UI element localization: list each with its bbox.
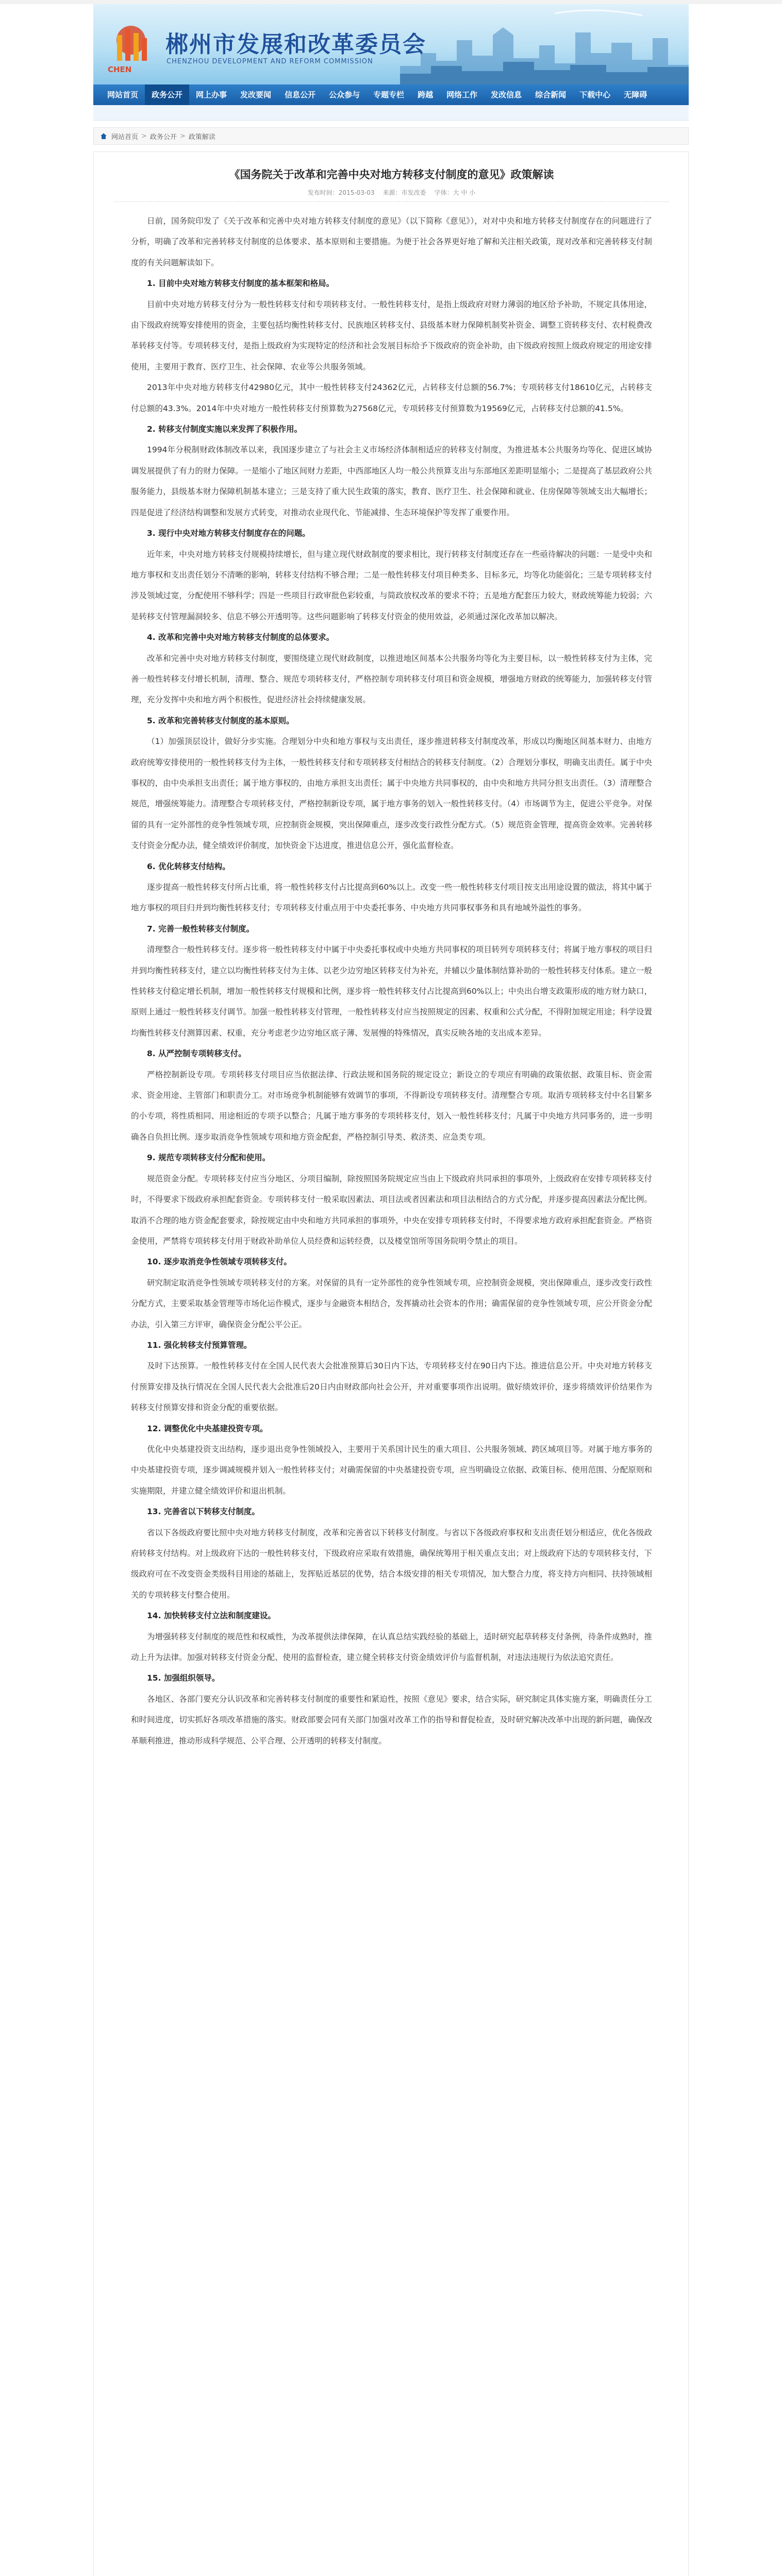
logo-caption: CHEN: [108, 65, 132, 74]
sub-bar: [93, 105, 689, 121]
nav-item[interactable]: 信息公开: [285, 90, 316, 99]
section-heading: 3. 现行中央对地方转移支付制度存在的问题。: [147, 529, 310, 538]
breadcrumb-link[interactable]: 政策解读: [188, 133, 215, 141]
section-heading: 7. 完善一般性转移支付制度。: [147, 924, 255, 934]
body-paragraph: 为增强转移支付制度的规范性和权威性，为改革提供法律保障，在认真总结实践经验的基础上，适时研究起草转移支付条例，待条件成熟时，推动上升为法律。加强对转移支付资金分配、使用的监督检查，建立健全转移支付资金绩效评价与监督机制，对违法违规行为依法追究责任。: [131, 1632, 652, 1663]
article-meta: [94, 188, 689, 197]
section-heading: 1. 目前中央对地方转移支付制度的基本框架和格局。: [147, 279, 335, 289]
body-paragraph: （1）加强顶层设计，做好分步实施。合理划分中央和地方事权与支出责任，逐步推进转移支付制度改革，形成以均衡地区间基本财力、由地方政府统筹安排使用的一般性转移支付为主体，一般性转移支付和专项转移支付相结合的转移支付制度。（2）合理划分事权，明确支出责任。属于中央事权的，由中央承担支出责任；属于地方事权的，由地方承担支出责任；属于中央地方共同事权的，由中央和地方共同分担支出责任。（3）清理整合规范，增强统筹能力。清理整合专项转移支付，严格控制新设专项，属于地方事务的划入一般性转移支付。（4）市场调节为主，促进公平竞争。对保留的具有一定外部性的竞争性领域专项，应控制资金规模，突出保障重点，逐步改变行政性分配方式。（5）规范资金管理，提高资金效率。完善转移支付资金分配办法，健全绩效评价制度，加快资金下达进度，推进信息公开，强化监督检查。: [131, 737, 652, 851]
body-paragraph: 优化中央基建投资支出结构，逐步退出竞争性领域投入，主要用于关系国计民生的重大项目、公共服务领域、跨区域项目等。对属于地方事务的中央基建投资专项，逐步调减规模并划入一般性转移支付；对确需保留的中央基建投资专项，应当明确设立依据、政策目标、使用范围、分配原则和实施期限，并建立健全绩效评价和退出机制。: [131, 1444, 652, 1496]
breadcrumb: [93, 127, 689, 145]
nav-item[interactable]: 专题专栏: [373, 90, 405, 99]
site-header: [93, 4, 689, 84]
body-paragraph: 1994年分税制财政体制改革以来，我国逐步建立了与社会主义市场经济体制相适应的转移支付制度，为推进基本公共服务均等化、促进区域协调发展提供了有力的财力保障。一是缩小了地区间财力差距，中西部地区人均一般公共预算支出与东部地区差距明显缩小；二是提高了基层政府公共服务能力，县级基本财力保障机制基本建立；三是支持了重大民生政策的落实，教育、医疗卫生、社会保障和就业、住房保障等领域支出大幅增长；四是促进了经济结构调整和发展方式转变，对推动农业现代化、节能减排、生态环境保护等发挥了重要作用。: [131, 445, 652, 517]
section-heading: 11. 强化转移支付预算管理。: [147, 1340, 252, 1350]
section-heading: 9. 规范专项转移支付分配和使用。: [147, 1153, 271, 1163]
body-paragraph: 2013年中央对地方转移支付42980亿元，其中一般性转移支付24362亿元，占转移支付总额的56.7%；专项转移支付18610亿元，占转移支付总额的43.3%。2014年中央对地方一般性转移支付预算数为27568亿元，专项转移支付预算数为19569亿元，占转移支付总额的41.5%。: [131, 383, 652, 413]
site-title: 郴州市发展和改革委员会: [165, 31, 426, 58]
body-paragraph: 改革和完善中央对地方转移支付制度，要围绕建立现代财政制度，以推进地区间基本公共服务均等化为主要目标，以一般性转移支付为主体，完善一般性转移支付增长机制，清理、整合、规范专项转移支付，严格控制专项转移支付项目和资金规模，增强地方财政的统筹能力，加强转移支付管理，充分发挥中央和地方两个积极性，促进经济社会持续健康发展。: [131, 653, 652, 705]
section-heading: 2. 转移支付制度实施以来发挥了积极作用。: [147, 425, 303, 434]
nav-item[interactable]: 公众参与: [329, 90, 360, 99]
article-meta-item: 字体：大 中 小: [434, 189, 476, 196]
breadcrumb-separator: >: [179, 132, 186, 140]
article-title: 《国务院关于改革和完善中央对地方转移支付制度的意见》政策解读: [229, 168, 554, 181]
body-paragraph: 规范资金分配。专项转移支付应当分地区、分项目编制，除按照国务院规定应当由上下级政府共同承担的事项外，上级政府在安排专项转移支付时，不得要求下级政府承担配套资金。专项转移支付一般采取因素法、项目法或者因素法和项目法相结合的方式分配，并逐步提高因素法分配比例。取消不合理的地方资金配套要求，除按规定由中央和地方共同承担的事项外，中央在安排专项转移支付时，不得要求地方政府承担配套资金。严格资金使用，严禁将专项转移支付用于财政补助单位人员经费和运转经费，以及楼堂馆所等国务院明令禁止的项目。: [131, 1174, 652, 1246]
nav-item[interactable]: 跨越: [418, 90, 434, 99]
nav-item[interactable]: 政务公开: [145, 84, 189, 105]
nav-item[interactable]: 发改要闻: [240, 90, 272, 99]
nav-item[interactable]: 发改信息: [491, 90, 522, 99]
body-paragraph: 严格控制新设专项。专项转移支付项目应当依据法律、行政法规和国务院的规定设立；新设立的专项应有明确的政策依据、政策目标、资金需求、资金用途、主管部门和职责分工。对市场竞争机制能够有效调节的事项，不得新设专项转移支付。清理整合专项。取消专项转移支付中名目繁多的小专项，将性质相同、用途相近的专项予以整合；凡属于地方事务的专项转移支付，划入一般性转移支付；凡属于中央地方共同事务的，进一步明确各自负担比例。逐步取消竞争性领域专项和地方资金配套，严格控制引导类、救济类、应急类专项。: [131, 1070, 652, 1142]
meta-divider: [114, 201, 669, 202]
section-heading: 5. 改革和完善转移支付制度的基本原则。: [147, 716, 294, 725]
body-paragraph: 日前，国务院印发了《关于改革和完善中央对地方转移支付制度的意见》（以下简称《意见》），对对中央和地方转移支付制度存在的问题进行了分析，明确了改革和完善转移支付制度的总体要求、基本原则和主要措施。为便于社会各界更好地了解和关注相关政策，现对改革和完善转移支付制度的有关问题解读如下。: [131, 216, 652, 267]
section-heading: 15. 加强组织领导。: [147, 1673, 220, 1683]
section-heading: 10. 逐步取消竞争性领域专项转移支付。: [147, 1257, 292, 1267]
breadcrumb-link[interactable]: 网站首页: [111, 133, 139, 141]
top-strip: [0, 0, 782, 4]
body-paragraph: 研究制定取消竞争性领域专项转移支付的方案。对保留的具有一定外部性的竞争性领域专项，应控制资金规模，突出保障重点，逐步改变行政性分配方式，主要采取基金管理等市场化运作模式，逐步与金融资本相结合，发挥撬动社会资本的作用；确需保留的竞争性领域专项，应公开资金分配办法，引入第三方评审，确保资金分配公平公正。: [131, 1278, 652, 1329]
breadcrumb-link[interactable]: 政务公开: [149, 133, 177, 141]
section-heading: 8. 从严控制专项转移支付。: [147, 1049, 246, 1059]
section-heading: 6. 优化转移支付结构。: [147, 861, 230, 871]
body-paragraph: 目前中央对地方转移支付分为一般性转移支付和专项转移支付。一般性转移支付，是指上级政府对财力薄弱的地区给予补助，不规定具体用途，由下级政府统筹安排使用的资金，主要包括均衡性转移支付、民族地区转移支付、县级基本财力保障机制奖补资金、调整工资转移支付、农村税费改革转移支付等。专项转移支付，是指上级政府为实现特定的经济和社会发展目标给予下级政府的资金补助，由下级政府按照上级政府规定的用途安排使用，主要用于教育、医疗卫生、社会保障、农业等公共服务领域。: [131, 299, 652, 371]
home-icon: [100, 132, 107, 140]
nav-item[interactable]: 下载中心: [579, 90, 611, 99]
city-skyline-icon: [400, 4, 689, 84]
nav-item[interactable]: 综合新闻: [535, 90, 567, 99]
body-paragraph: 各地区、各部门要充分认识改革和完善转移支付制度的重要性和紧迫性，按照《意见》要求，结合实际，研究制定具体实施方案，明确责任分工和时间进度，切实抓好各项改革措施的落实。财政部要会同有关部门加强对改革工作的指导和督促检查，及时研究解决改革中出现的新问题，确保改革顺利推进，推动形成科学规范、公平合理、公开透明的转移支付制度。: [131, 1694, 652, 1745]
nav-item[interactable]: 网上办事: [196, 90, 227, 99]
main-nav: [93, 84, 689, 105]
article-body: [131, 211, 652, 1751]
nav-item[interactable]: 网络工作: [446, 90, 478, 99]
body-paragraph: 逐步提高一般性转移支付所占比重，将一般性转移支付占比提高到60%以上。改变一些一般性转移支付项目按支出用途设置的做法，将其中属于地方事权的项目归并到均衡性转移支付；专项转移支付重点用于中央委托事务、中央地方共同事权事务和具有地域外溢性的事务。: [131, 883, 652, 913]
nav-item[interactable]: 网站首页: [107, 90, 139, 99]
article-meta-item: 发布时间：2015-03-03: [307, 189, 375, 196]
body-paragraph: 清理整合一般性转移支付。逐步将一般性转移支付中属于中央委托事权或中央地方共同事权的项目转列专项转移支付；将属于地方事权的项目归并到均衡性转移支付，建立以均衡性转移支付为主体、以老少边穷地区转移支付为补充，并辅以少量体制结算补助的一般性转移支付体系。建立一般性转移支付稳定增长机制，增加一般性转移支付规模和比例，逐步将一般性转移支付占比提高到60%以上；中央出台增支政策形成的地方财力缺口，原则上通过一般性转移支付调节。加强一般性转移支付管理，一般性转移支付应当按照规定的因素、权重和公式分配，不得附加规定用途；科学设置均衡性转移支付测算因素、权重，充分考虑老少边穷地区底子薄、发展慢的特殊情况，真实反映各地的支出成本差异。: [131, 945, 652, 1038]
breadcrumb-separator: >: [141, 132, 147, 140]
body-paragraph: 及时下达预算。一般性转移支付在全国人民代表大会批准预算后30日内下达，专项转移支付在90日内下达。推进信息公开。中央对地方转移支付预算安排及执行情况在全国人民代表大会批准后20日内由财政部向社会公开，并对重要事项作出说明。做好绩效评价，逐步将绩效评价结果作为转移支付预算安排和资金分配的重要依据。: [131, 1361, 652, 1413]
section-heading: 14. 加快转移支付立法和制度建设。: [147, 1611, 276, 1621]
section-heading: 12. 调整优化中央基建投资专项。: [147, 1423, 268, 1433]
body-paragraph: 省以下各级政府要比照中央对地方转移支付制度，改革和完善省以下转移支付制度。与省以下各级政府事权和支出责任划分相适应，优化各级政府转移支付结构。对上级政府下达的一般性转移支付，下级政府应采取有效措施，确保统筹用于相关重点支出；对上级政府下达的专项转移支付，下级政府可在不改变资金类级科目用途的基础上，发挥贴近基层的优势，结合本级安排的相关专项情况，加大整合力度，将支持方向相同、扶持领域相关的专项转移支付整合使用。: [131, 1528, 652, 1600]
section-heading: 4. 改革和完善中央对地方转移支付制度的总体要求。: [147, 633, 335, 642]
article-meta-item: 来源：市发改委: [382, 189, 426, 196]
article-container: [93, 151, 689, 2576]
body-paragraph: 近年来，中央对地方转移支付规模持续增长，但与建立现代财政制度的要求相比，现行转移支付制度还存在一些亟待解决的问题：一是受中央和地方事权和支出责任划分不清晰的影响，转移支付结构不够合理；二是一般性转移支付项目种类多、目标多元，均等化功能弱化；三是专项转移支付涉及领域过宽，分配使用不够科学；四是一些项目行政审批色彩较重，与简政放权改革的要求不符；五是地方配套压力较大，财政统筹能力较弱；六是转移支付管理漏洞较多、信息不够公开透明等。这些问题影响了转移支付资金的使用效益，必须通过深化改革加以解决。: [131, 549, 652, 621]
site-subtitle: CHENZHOU DEVELOPMENT AND REFORM COMMISSION: [167, 58, 373, 65]
nav-item[interactable]: 无障碍: [624, 90, 647, 99]
section-heading: 13. 完善省以下转移支付制度。: [147, 1507, 260, 1517]
